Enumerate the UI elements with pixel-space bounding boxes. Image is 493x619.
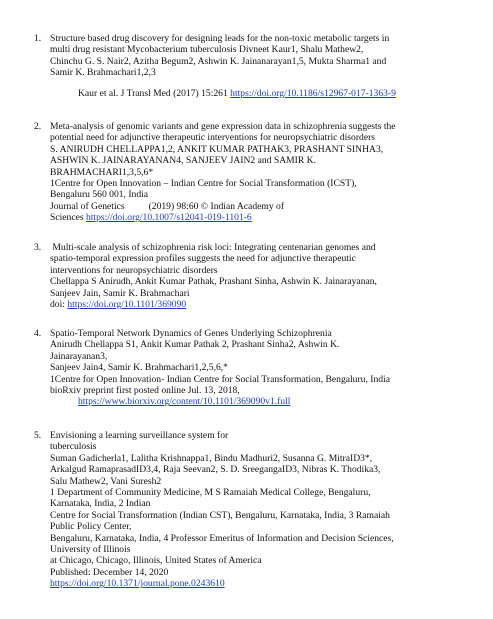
reference-entry-2 <box>34 121 470 224</box>
entry-text-line: Chellappa S Anirudh, Ankit Kumar Pathak, Prashant Sinha, Ashwin K. Jainarayanan, <box>50 276 377 288</box>
entry-text-line: 1 Department of Community Medicine, M S Ramaiah Medical College, Bengaluru, <box>50 487 371 499</box>
entry-text-line: Bengaluru 560 001, India <box>50 189 149 201</box>
entry-text-line: Meta-analysis of genomic variants and gene expression data in schizophrenia suggests the <box>50 121 396 132</box>
entry-text-line: 1Centre for Open Innovation – Indian Centre for Social Transformation (ICST), <box>50 178 357 190</box>
entry-text-line: Spatio-Temporal Network Dynamics of Genes Underlying Schizophrenia <box>50 328 332 339</box>
entry-text-line: Structure based drug discovery for designing leads for the non-toxic metabolic targets in <box>50 33 390 44</box>
reference-entry-4 <box>34 328 470 408</box>
entry-text-line: Anirudh Chellappa S1, Ankit Kumar Pathak 2, Prashant Sinha2, Ashwin K. <box>50 339 340 351</box>
entry-text-line: 1Centre for Open Innovation- Indian Centre for Social Transformation, Bengaluru, India <box>50 373 390 385</box>
entry-text-line: Sanjeev Jain, Samir K. Brahmachari <box>50 287 190 299</box>
entry-text-line: multi drug resistant Mycobacterium tuberculosis Divneet Kaur1, Shalu Mathew2, <box>50 44 364 56</box>
entry-number: 5. <box>34 430 42 441</box>
entry-text-line: Public Policy Center, <box>50 521 132 533</box>
doi-link[interactable]: https://doi.org/10.1007/s12041-019-1101-6 <box>85 212 252 224</box>
entry-text-line: Sanjeev Jain4, Samir K. Brahmachari1,2,5,6,* <box>50 362 228 374</box>
entry-text-line: at Chicago, Chicago, Illinois, United States of America <box>50 555 262 567</box>
citation-line <box>50 578 470 589</box>
citation-line <box>50 299 470 310</box>
citation-text: Kaur et al. J Transl Med (2017) 15:261 <box>78 87 231 99</box>
entry-text-line: Jainarayanan3, <box>50 350 108 362</box>
entry-text-line: interventions for neuropsychiatric disorders <box>50 264 218 276</box>
entry-text-line: Journal of Genetics (2019) 98:60 © Indian Academy of <box>50 200 285 212</box>
biorxiv-link[interactable]: https://www.biorxiv.org/content/10.1101/369090v1.full <box>78 396 291 408</box>
citation-line <box>50 212 470 223</box>
entry-text-line: Published: December 14, 2020 <box>50 566 169 578</box>
citation-line <box>50 88 470 99</box>
entry-text-line: bioRxiv preprint first posted online Jul. 13, 2018, <box>50 385 240 397</box>
reference-entry-1 <box>34 33 470 99</box>
entry-number: 3. <box>34 242 42 253</box>
entry-text-line: ASHWIN K. JAINARAYANAN4, SANJEEV JAIN2 and SAMIR K. <box>50 155 316 167</box>
doi-link[interactable]: https://doi.org/10.1186/s12967-017-1363-9 <box>230 87 396 99</box>
entry-text-line: Envisioning a learning surveillance system for <box>50 430 229 441</box>
entry-text-line: S. ANIRUDH CHELLAPPA1,2, ANKIT KUMAR PATHAK3, PRASHANT SINHA3, <box>50 143 384 155</box>
entry-text-line: Centre for Social Transformation (Indian CST), Bengaluru, Karnataka, India, 3 Ramaiah <box>50 509 390 521</box>
entry-number: 4. <box>34 328 42 339</box>
doi-link[interactable]: https://doi.org/10.1101/369090 <box>67 299 187 311</box>
citation-text: Sciences <box>50 212 86 224</box>
entry-text-line: Samir K. Brahmachari1,2,3 <box>50 67 156 79</box>
entry-number: 1. <box>34 33 42 44</box>
entry-text-line: spatio-temporal expression profiles suggests the need for adjunctive therapeutic <box>50 253 356 265</box>
citation-line <box>50 396 470 407</box>
doi-link[interactable]: https://doi.org/10.1371/journal.pone.0243610 <box>50 578 225 590</box>
reference-entry-5 <box>34 430 470 590</box>
entry-text-line: Salu Mathew2, Vani Suresh2 <box>50 475 162 487</box>
entry-text-line: tuberculosis <box>50 441 97 453</box>
entry-text-line: Suman Gadicherla1, Lalitha Krishnappa1, Bindu Madhuri2, Susanna G. MitraID3*, <box>50 452 373 464</box>
entry-text-line: Bengaluru, Karnataka, India, 4 Professor Emeritus of Information and Decision Sciences, <box>50 532 394 544</box>
entry-text-line: Chinchu G. S. Nair2, Azitha Begum2, Ashwin K. Jainanarayan1,5, Mukta Sharma1 and <box>50 55 387 67</box>
entry-text-line: University of Illinois <box>50 544 131 556</box>
entry-text-line: BRAHMACHARI1,3,5,6* <box>50 166 154 178</box>
entry-text-line: Karnataka, India, 2 Indian <box>50 498 151 510</box>
entry-number: 2. <box>34 121 42 132</box>
entry-text-line: Arkalgud RamaprasadID3,4, Raja Seevan2, S. D. SreegangaID3, Nibras K. Thodika3, <box>50 464 381 476</box>
reference-entry-3 <box>34 242 470 311</box>
entry-text-line: potential need for adjunctive therapeutic interventions for neuropsychiatric disorders <box>50 132 376 144</box>
entry-text-line: Multi-scale analysis of schizophrenia risk loci: Integrating centenarian genomes and <box>50 242 376 253</box>
citation-text: doi: <box>50 299 68 311</box>
